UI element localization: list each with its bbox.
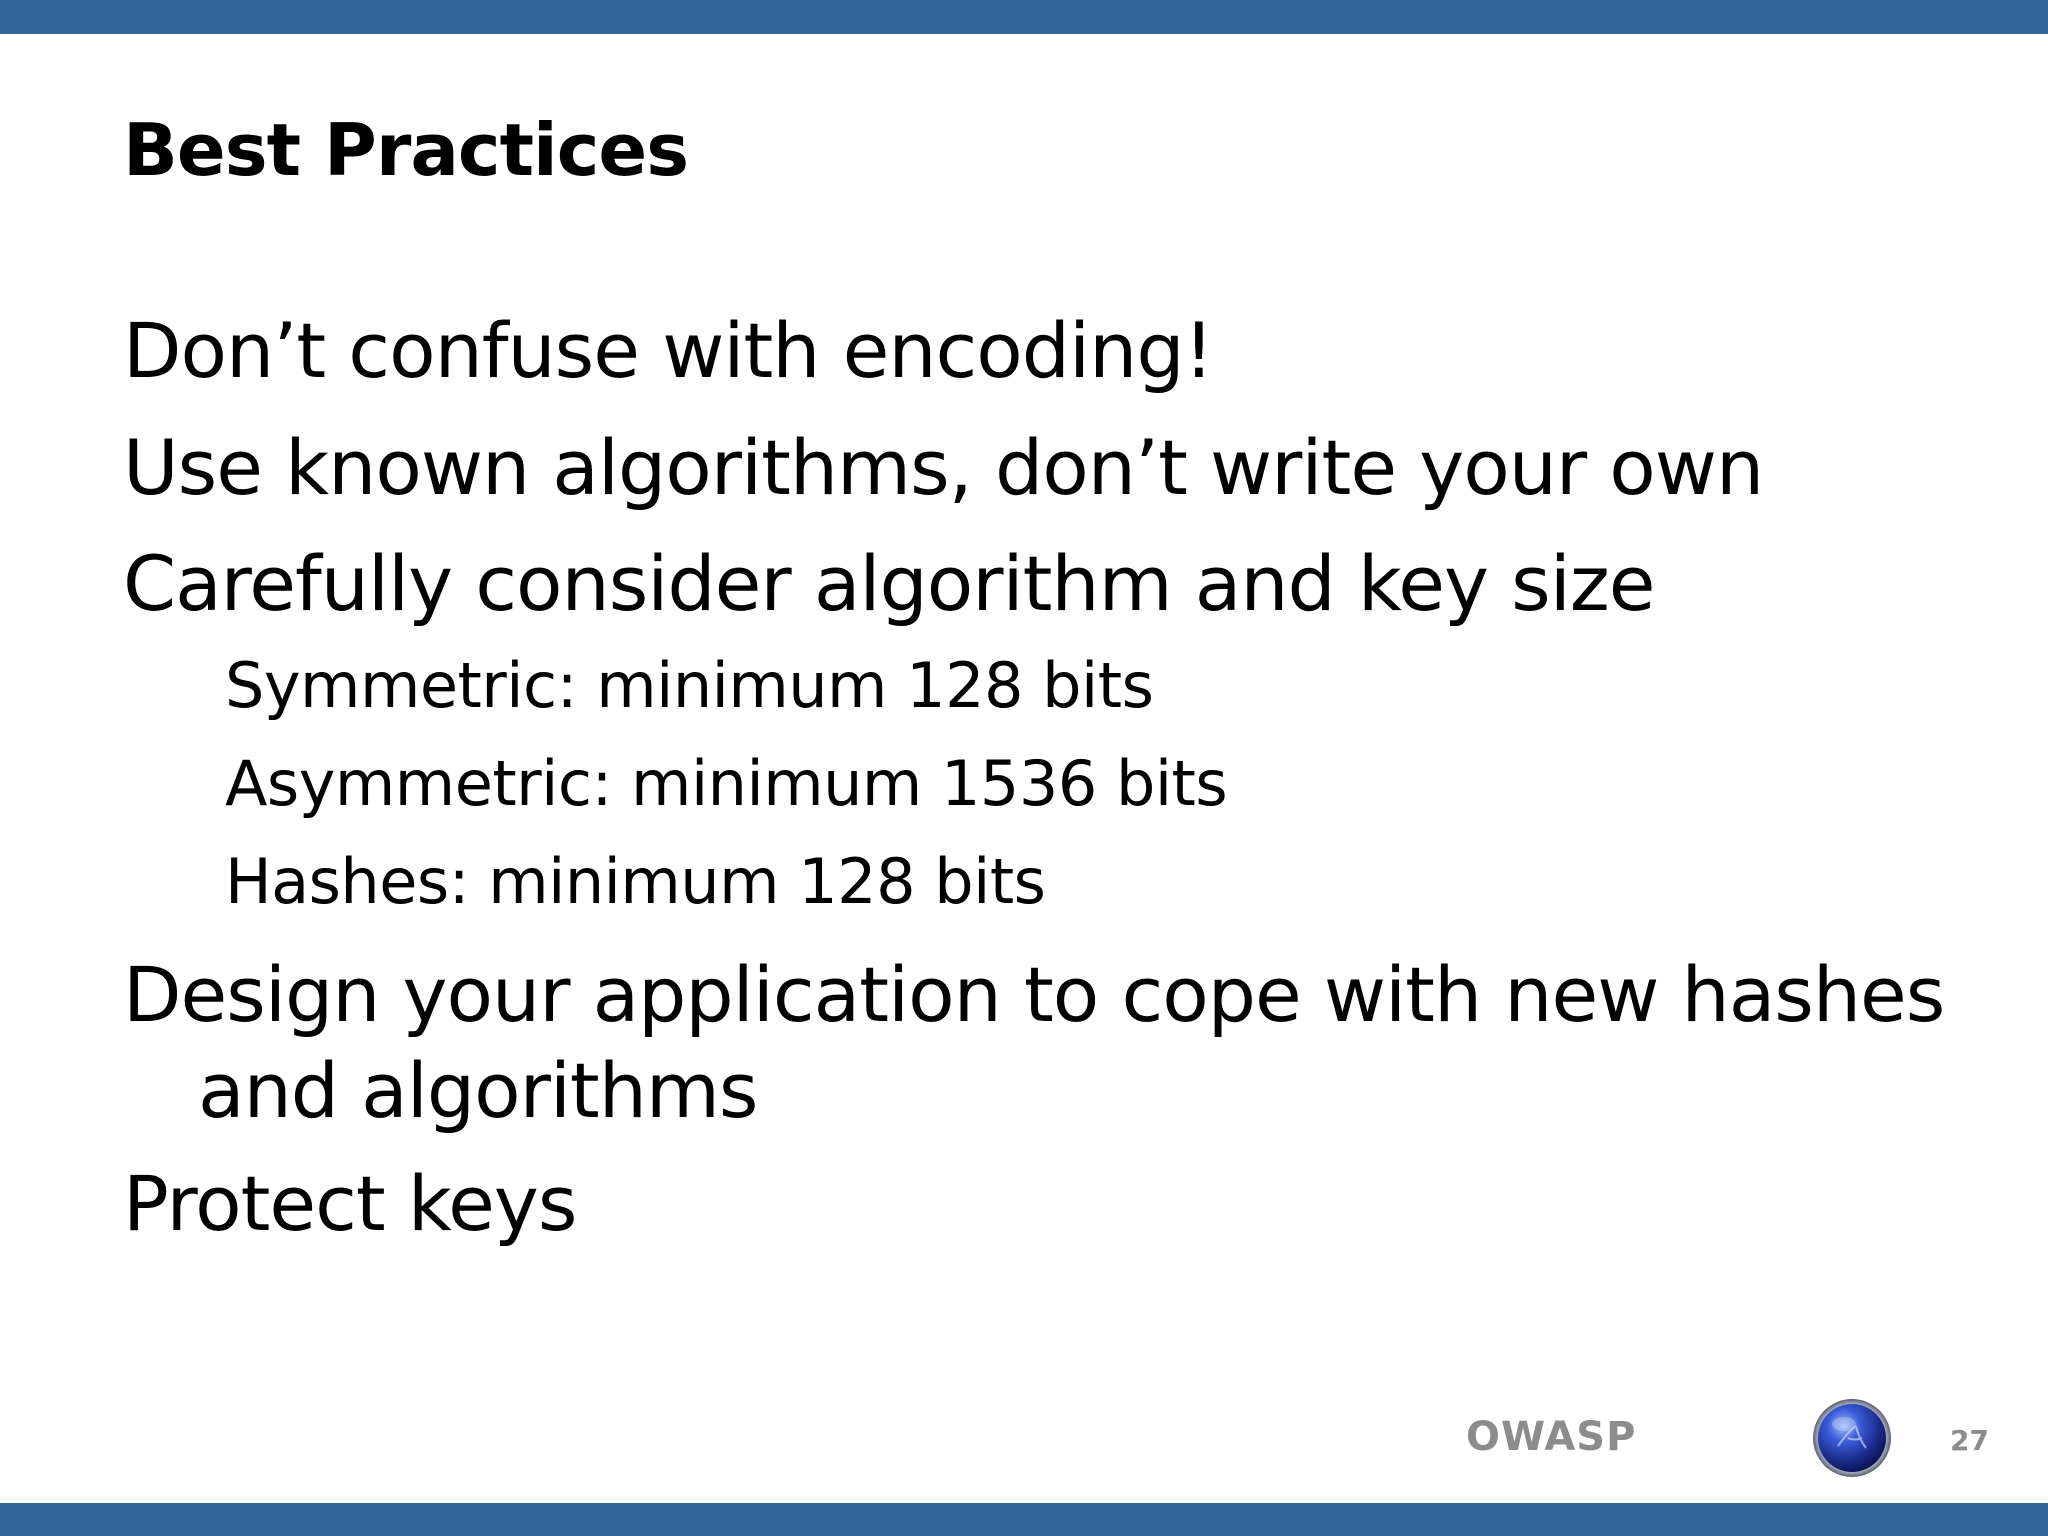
footer-brand: OWASP (1466, 1414, 1637, 1460)
slide-title: Best Practices (123, 108, 689, 192)
bullet-item: Protect keys (123, 1159, 577, 1248)
bullet-item: Carefully consider algorithm and key size (123, 539, 1655, 628)
bullet-item: Design your application to cope with new hashes and algorithms (123, 950, 1945, 1135)
page-number: 27 (1950, 1424, 1989, 1457)
sub-bullet-item: Hashes: minimum 128 bits (225, 845, 1046, 918)
sub-bullet-item: Symmetric: minimum 128 bits (225, 649, 1154, 722)
bottom-accent-bar (0, 1503, 2048, 1536)
top-accent-bar (0, 0, 2048, 34)
owasp-logo-icon (1812, 1398, 1892, 1478)
sub-bullet-item: Asymmetric: minimum 1536 bits (225, 747, 1228, 820)
bullet-item: Use known algorithms, don’t write your own (123, 423, 1764, 512)
bullet-item: Don’t confuse with encoding! (123, 306, 1214, 395)
